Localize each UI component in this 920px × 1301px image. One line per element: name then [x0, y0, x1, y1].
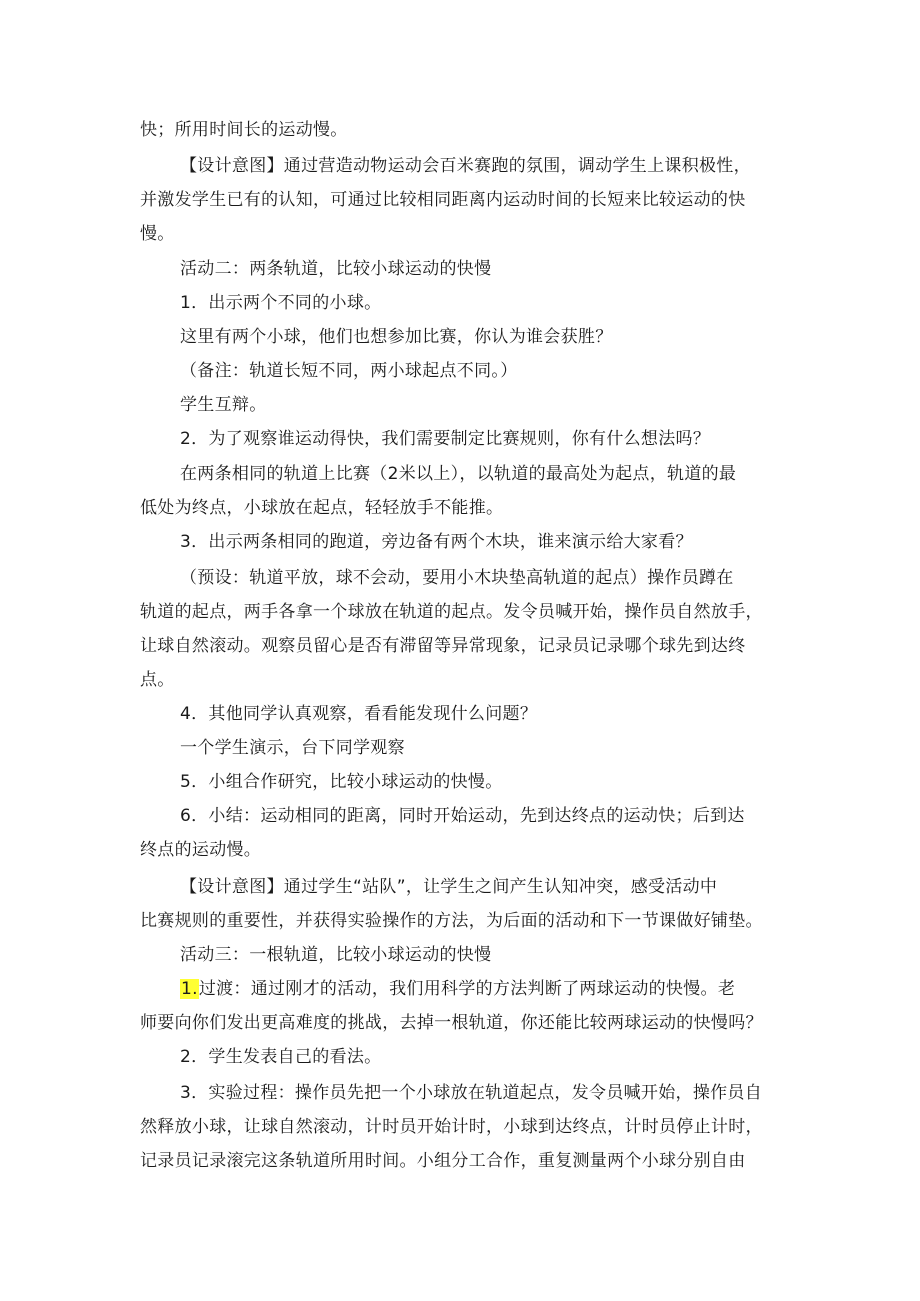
paragraph-line: 然释放小球，让球自然滚动，计时员开始计时，小球到达终点，计时员停止计时，	[140, 1117, 763, 1137]
paragraph-line: 轨道的起点，两手各拿一个球放在轨道的起点。发令员喊开始，操作员自然放手，	[140, 602, 763, 622]
design-intent-line: 【设计意图】通过营造动物运动会百米赛跑的氛围，调动学生上课积极性，	[180, 156, 751, 176]
paragraph-line: 慢。	[140, 224, 175, 244]
step-2: 2．学生发表自己的看法。	[180, 1047, 382, 1067]
step-1-line	[180, 977, 735, 1001]
paragraph-line: 师要向你们发出更高难度的挑战，去掉一根轨道，你还能比较两球运动的快慢吗？	[140, 1013, 763, 1033]
paragraph-line: 这里有两个小球，他们也想参加比赛，你认为谁会获胜？	[180, 327, 613, 347]
paragraph-line: 记录员记录滚完这条轨道所用时间。小组分工合作，重复测量两个小球分别自由	[140, 1151, 746, 1171]
paragraph-line: 低处为终点，小球放在起点，轻轻放手不能推。	[140, 498, 504, 518]
paragraph-line: 点。	[140, 670, 175, 690]
paragraph-text: 过渡：通过刚才的活动，我们用科学的方法判断了两球运动的快慢。老	[198, 979, 736, 999]
step-2: 2．为了观察谁运动得快，我们需要制定比赛规则，你有什么想法吗？	[180, 429, 711, 449]
paragraph-line: 让球自然滚动。观察员留心是否有滞留等异常现象，记录员记录哪个球先到达终	[140, 636, 746, 656]
paragraph-line: 比赛规则的重要性，并获得实验操作的方法，为后面的活动和下一节课做好铺垫。	[140, 911, 763, 931]
paragraph-line: 终点的运动慢。	[140, 840, 262, 860]
step-3: 3．实验过程：操作员先把一个小球放在轨道起点，发令员喊开始，操作员自	[180, 1083, 763, 1103]
activity-3-heading: 活动三：一根轨道，比较小球运动的快慢	[180, 945, 492, 965]
activity-2-heading: 活动二：两条轨道，比较小球运动的快慢	[180, 259, 492, 279]
paragraph-line: 并激发学生已有的认知，可通过比较相同距离内运动时间的长短来比较运动的快	[140, 190, 746, 210]
paragraph-line: 快；所用时间长的运动慢。	[140, 120, 348, 140]
step-4: 4．其他同学认真观察，看看能发现什么问题？	[180, 704, 538, 724]
paragraph-line: （预设：轨道平放，球不会动，要用小木块垫高轨道的起点）操作员蹲在	[180, 568, 734, 588]
paragraph-line: 一个学生演示，台下同学观察	[180, 738, 405, 758]
step-3: 3．出示两条相同的跑道，旁边备有两个木块，谁来演示给大家看？	[180, 532, 693, 552]
paragraph-line: 学生互辩。	[180, 395, 267, 415]
paragraph-line: 在两条相同的轨道上比赛（2米以上），以轨道的最高处为起点，轨道的最	[180, 464, 737, 484]
note-line: （备注：轨道长短不同，两小球起点不同。）	[180, 361, 518, 381]
highlighted-step-number: 1.	[181, 979, 198, 999]
step-5: 5．小组合作研究，比较小球运动的快慢。	[180, 772, 503, 792]
design-intent-line: 【设计意图】通过学生“站队”，让学生之间产生认知冲突，感受活动中	[180, 877, 718, 897]
step-1: 1．出示两个不同的小球。	[180, 293, 382, 313]
step-6: 6．小结：运动相同的距离，同时开始运动，先到达终点的运动快；后到达	[180, 806, 745, 826]
